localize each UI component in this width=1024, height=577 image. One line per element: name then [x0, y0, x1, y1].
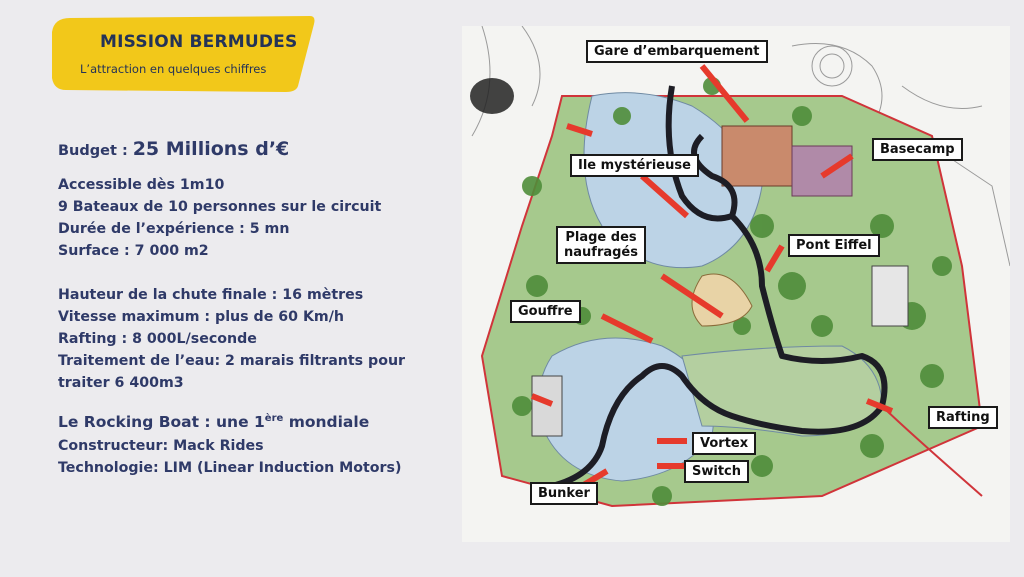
stat-line: Rafting : 8 000L/seconde — [58, 331, 257, 347]
stat-line: traiter 6 400m3 — [58, 375, 184, 391]
budget-label: Budget : — [58, 143, 128, 159]
technology-line: Technologie: LIM (Linear Induction Motors) — [58, 460, 402, 477]
label-plage-des-naufrages: Plage des naufragés — [556, 226, 646, 264]
budget-line — [58, 138, 405, 162]
stat-line: Surface : 7 000 m2 — [58, 243, 209, 259]
label-gouffre: Gouffre — [510, 300, 581, 323]
slide-subtitle: L’attraction en quelques chiffres — [80, 62, 267, 76]
label-gare-embarquement: Gare d’embarquement — [586, 40, 768, 63]
rocking-boat-line: Le Rocking Boat : une 1ère mondiale — [58, 413, 370, 432]
stat-line: 9 Bateaux de 10 personnes sur le circuit — [58, 199, 382, 215]
label-rafting: Rafting — [928, 406, 998, 429]
stat-line: Vitesse maximum : plus de 60 Km/h — [58, 309, 345, 325]
constructor-line: Constructeur: Mack Rides — [58, 438, 264, 455]
label-switch: Switch — [684, 460, 749, 483]
stat-line: Durée de l’expérience : 5 mn — [58, 221, 290, 237]
badge-shape — [48, 14, 316, 94]
stat-line: Accessible dès 1m10 — [58, 177, 225, 193]
label-vortex: Vortex — [692, 432, 756, 455]
stat-line: Hauteur de la chute finale : 16 mètres — [58, 287, 364, 303]
slide-title: MISSION BERMUDES — [100, 32, 298, 52]
label-ile-mysterieuse: Ile mystérieuse — [570, 154, 699, 177]
title-badge — [48, 14, 316, 94]
budget-value: 25 Millions d’€ — [132, 138, 290, 160]
site-map — [462, 26, 1010, 542]
stat-line: Traitement de l’eau: 2 marais filtrants pour — [58, 353, 406, 369]
label-bunker: Bunker — [530, 482, 598, 505]
label-pont-eiffel: Pont Eiffel — [788, 234, 880, 257]
stats-panel — [58, 138, 405, 479]
label-basecamp: Basecamp — [872, 138, 963, 161]
